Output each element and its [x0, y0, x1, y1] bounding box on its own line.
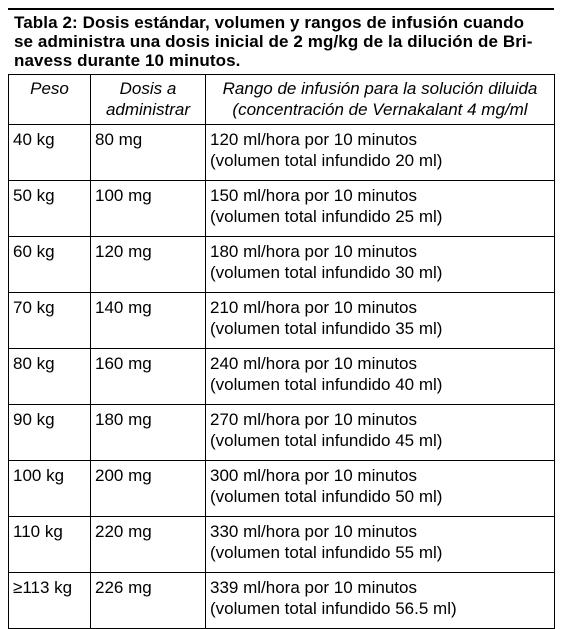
cell-peso: 100 kg — [9, 461, 91, 517]
cell-rango — [206, 293, 555, 349]
cell-dosis: 120 mg — [91, 237, 206, 293]
rango-rate: 270 ml/hora por 10 minutos — [210, 410, 417, 429]
header-dosis — [91, 75, 206, 125]
rango-rate: 240 ml/hora por 10 minutos — [210, 354, 417, 373]
cell-rango — [206, 125, 555, 181]
table-row — [9, 405, 555, 461]
rango-rate: 300 ml/hora por 10 minutos — [210, 466, 417, 485]
rango-rate: 150 ml/hora por 10 minutos — [210, 186, 417, 205]
table-row — [9, 461, 555, 517]
header-rango — [206, 75, 555, 125]
cell-dosis: 180 mg — [91, 405, 206, 461]
header-dosis-label: Dosis a — [119, 79, 177, 98]
cell-dosis: 200 mg — [91, 461, 206, 517]
cell-dosis: 140 mg — [91, 293, 206, 349]
table-row — [9, 517, 555, 573]
header-rango-label: (concentración de Vernakalant 4 mg/ml — [232, 100, 528, 119]
table-row — [9, 125, 555, 181]
cell-rango — [206, 573, 555, 629]
cell-rango — [206, 517, 555, 573]
rango-rate: 120 ml/hora por 10 minutos — [210, 130, 417, 149]
header-dosis-label: administrar — [105, 100, 191, 119]
cell-peso: 70 kg — [9, 293, 91, 349]
cell-peso: 50 kg — [9, 181, 91, 237]
rango-rate: 330 ml/hora por 10 minutos — [210, 522, 417, 541]
cell-peso: 60 kg — [9, 237, 91, 293]
rango-volumen: (volumen total infundido 20 ml) — [210, 151, 443, 170]
caption-line: navess durante 10 minutos. — [14, 51, 241, 70]
rango-volumen: (volumen total infundido 40 ml) — [210, 375, 443, 394]
header-peso — [9, 75, 91, 125]
cell-peso: 110 kg — [9, 517, 91, 573]
rango-volumen: (volumen total infundido 56.5 ml) — [210, 599, 457, 618]
cell-peso: 80 kg — [9, 349, 91, 405]
rango-rate: 210 ml/hora por 10 minutos — [210, 298, 417, 317]
rango-volumen: (volumen total infundido 50 ml) — [210, 487, 443, 506]
document — [8, 8, 554, 629]
rango-rate: 180 ml/hora por 10 minutos — [210, 242, 417, 261]
cell-rango — [206, 349, 555, 405]
cell-peso: 90 kg — [9, 405, 91, 461]
table-row — [9, 573, 555, 629]
cell-rango — [206, 405, 555, 461]
rango-volumen: (volumen total infundido 55 ml) — [210, 543, 443, 562]
table-row — [9, 237, 555, 293]
cell-peso: 40 kg — [9, 125, 91, 181]
table-row — [9, 181, 555, 237]
header-rango-label: Rango de infusión para la solución diluida — [222, 79, 538, 98]
cell-peso: ≥113 kg — [9, 573, 91, 629]
cell-dosis: 226 mg — [91, 573, 206, 629]
table-row — [9, 349, 555, 405]
caption-line: se administra una dosis inicial de 2 mg/kg de la dilución de Bri- — [14, 32, 533, 51]
cell-dosis: 80 mg — [91, 125, 206, 181]
table-row — [9, 293, 555, 349]
cell-dosis: 100 mg — [91, 181, 206, 237]
rango-volumen: (volumen total infundido 25 ml) — [210, 207, 443, 226]
cell-rango — [206, 181, 555, 237]
rango-volumen: (volumen total infundido 30 ml) — [210, 263, 443, 282]
cell-dosis: 220 mg — [91, 517, 206, 573]
cell-rango — [206, 461, 555, 517]
rango-volumen: (volumen total infundido 45 ml) — [210, 431, 443, 450]
cell-dosis: 160 mg — [91, 349, 206, 405]
table-caption — [8, 8, 554, 74]
header-peso-label: Peso — [30, 79, 69, 98]
rango-volumen: (volumen total infundido 35 ml) — [210, 319, 443, 338]
dose-table — [8, 74, 555, 629]
cell-rango — [206, 237, 555, 293]
header-row — [9, 75, 555, 125]
caption-line: Tabla 2: Dosis estándar, volumen y rangos de infusión cuando — [14, 13, 525, 32]
rango-rate: 339 ml/hora por 10 minutos — [210, 578, 417, 597]
